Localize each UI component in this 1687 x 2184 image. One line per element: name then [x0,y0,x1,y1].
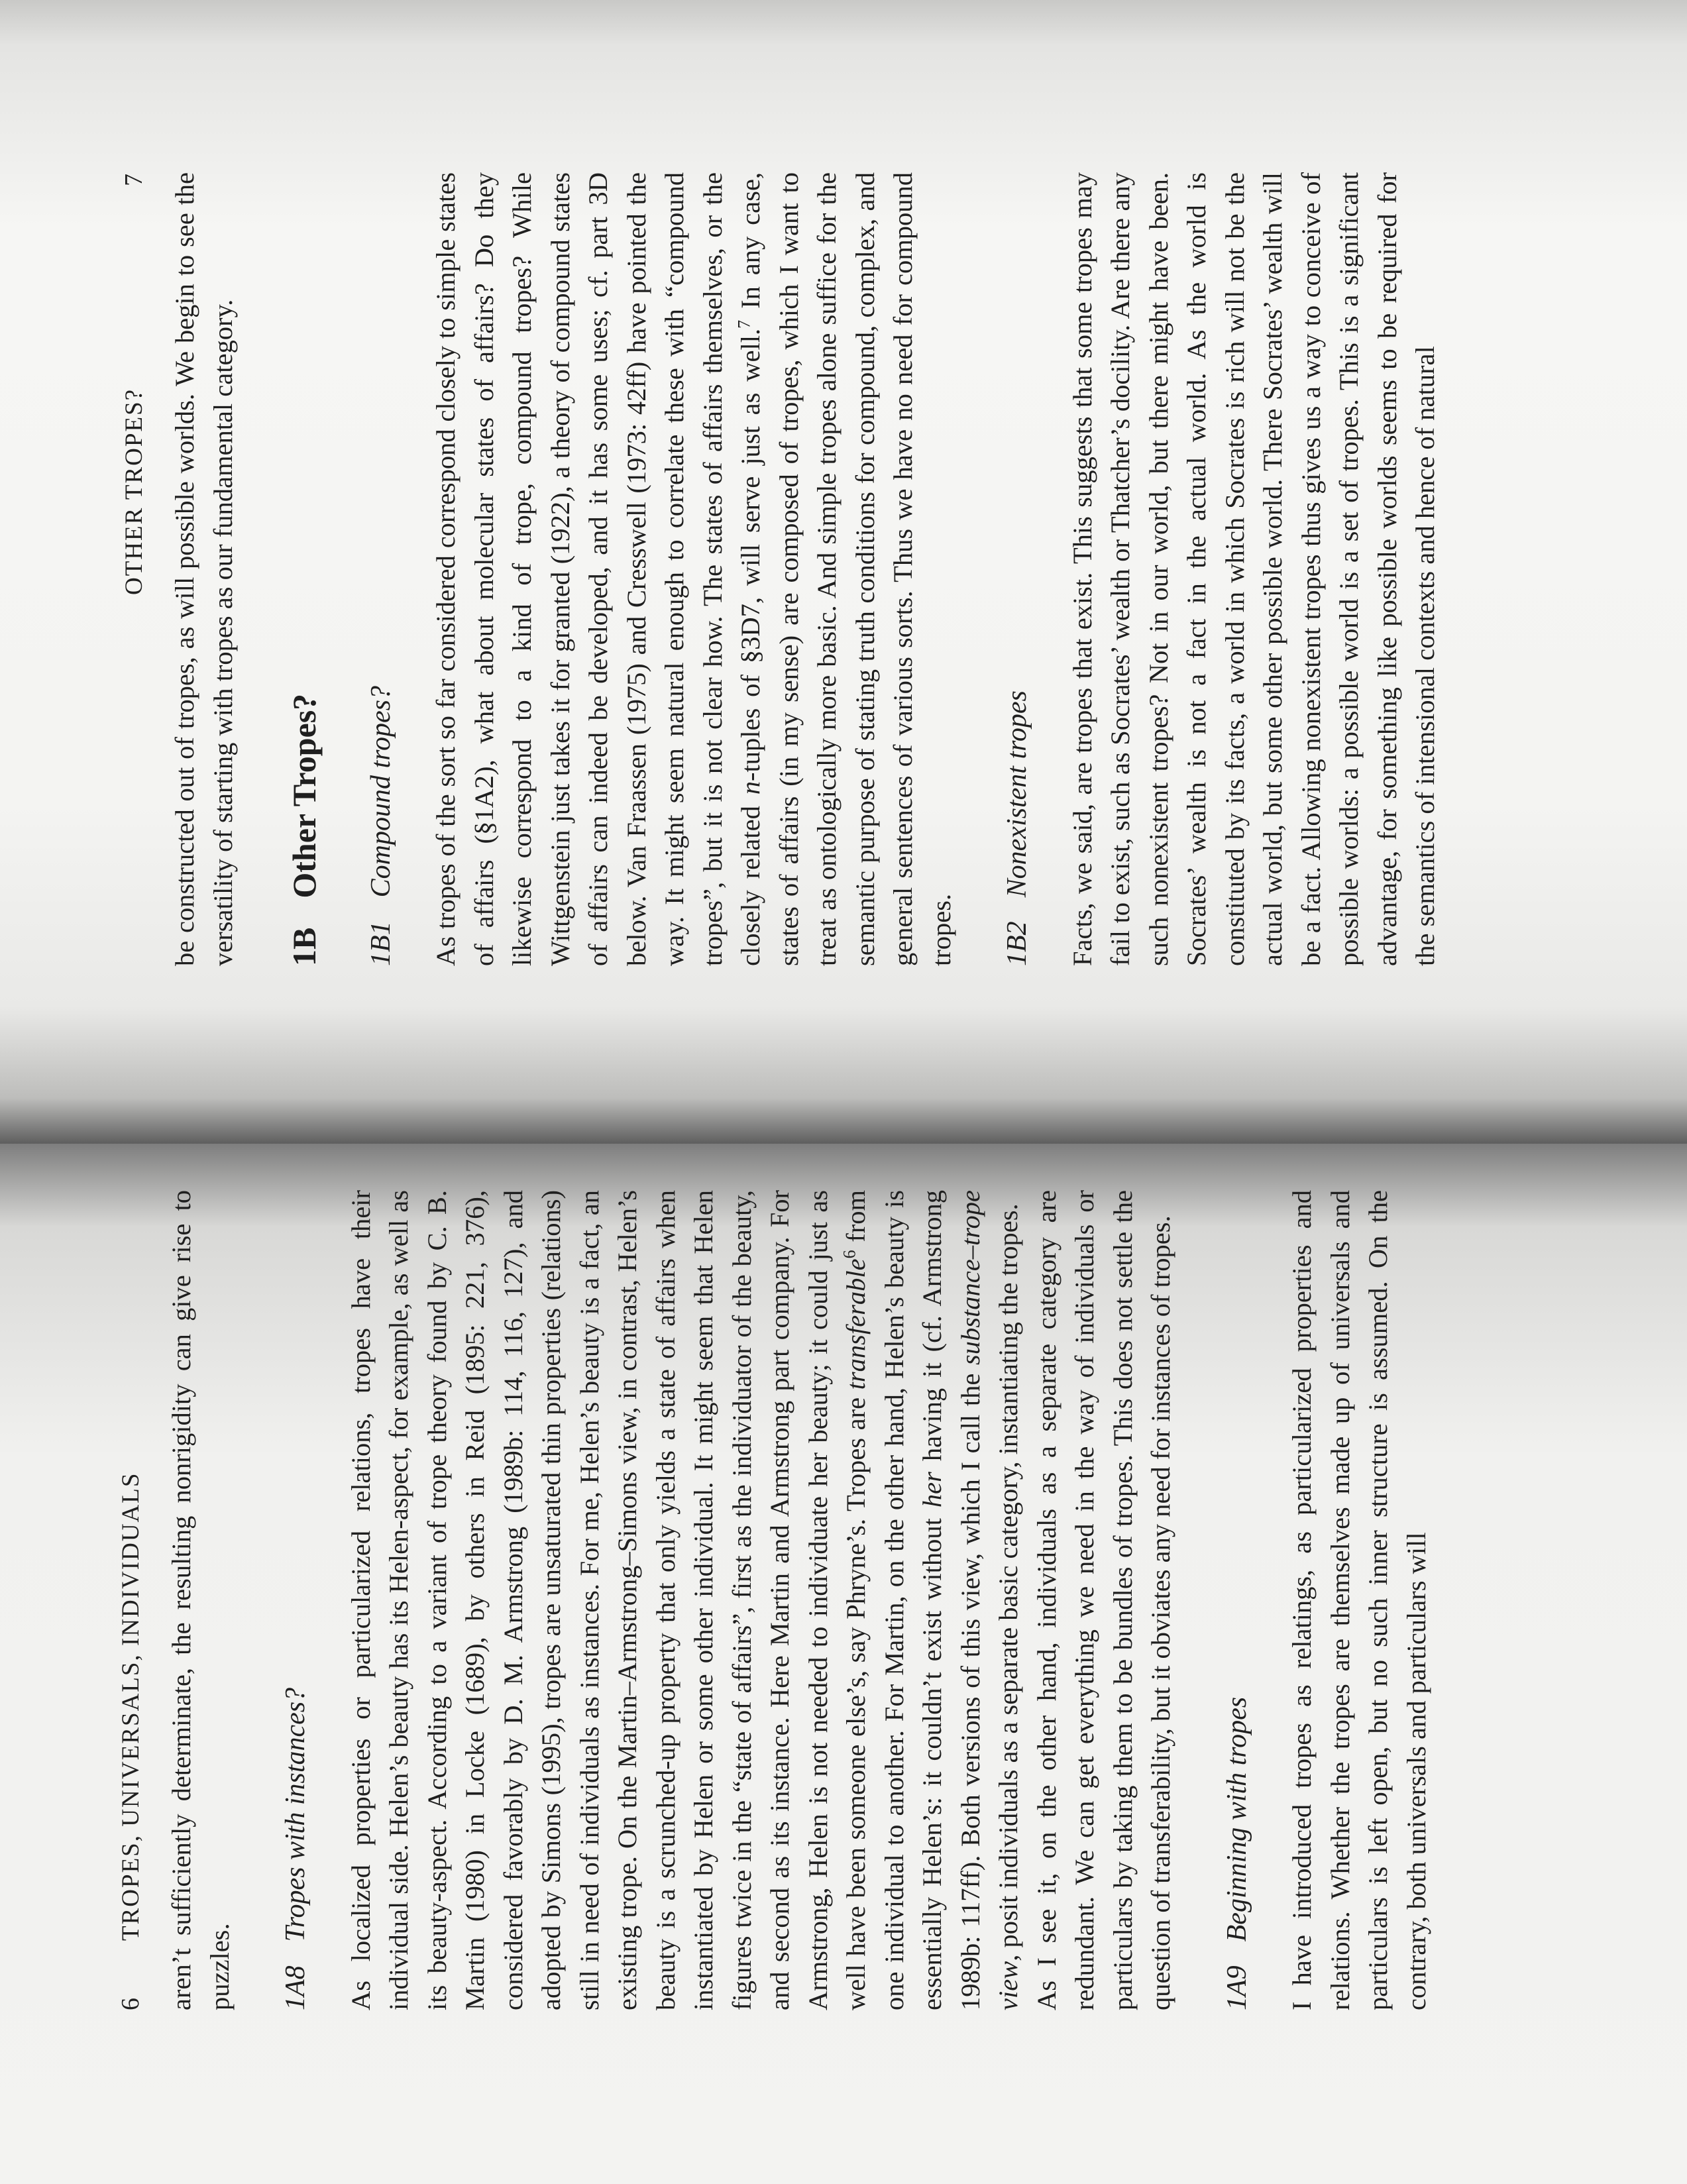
emphasis: substance–trope view [955,1190,1023,2010]
left-page [0,1144,1687,2184]
left-body [162,1190,1435,2010]
part-heading-1b [286,172,324,966]
section-number: 1A9 [1221,1965,1252,2010]
part-number: 1B [286,927,323,966]
emphasis: transferable [841,1258,871,1390]
footnote-marker: 6 [840,1250,859,1259]
section-title: Compound tropes? [365,686,396,898]
section-1a9-paragraph-1: I have introduced tropes as relatings, as particularized properties and relations. Whether the tropes are themselves made up of universals and particulars is left open, but no such inner structure is assumed. On the contrary, both universals and particulars will [1287,1190,1431,2010]
section-heading-1a8 [277,1190,315,2010]
right-opening-paragraph: be constructed out of tropes, as will possible worlds. We begin to see the versatility of starting with tropes as our fundamental category. [170,172,238,966]
text-run: , posit individuals as a separate basic category, instantiating the tropes. [993,1203,1023,1961]
text-run: As localized properties or particularized relations, tropes have their individual side. Helen’s beauty has its Helen-aspect, for example, as well as its beauty-aspect. According to a variant of trope theory found by C. B. Martin (1980) in Locke (1689), by others in Reid (1895: 221, 376), considered favorably by D. M. Armstrong (1989b: 114, 116, 127), and adopted by Simons (1995), tropes are unsaturated thin properties (relations) still in need of individuals as instances. For me, Helen’s beauty is a fact, an existing trope. On the Martin–Armstrong–Simons view, in contrast, Helen’s beauty is a scrunched-up property that only yields a state of affairs when instantiated by Helen or some other individual. It might seem that Helen figures twice in the “state of affairs”, first as the individuator of the beauty, and second as its instance. Here Martin and Armstrong part company. For Armstrong, Helen is not needed to individuate her beauty; it could just as well have been someone else’s, say Phryne’s. Tropes are [345,1190,871,2010]
section-heading-1b1 [362,172,401,966]
left-opening-paragraph: aren’t sufficiently determinate, the resulting nonrigidity can give rise to puzzles. [166,1190,235,2010]
text-run: having it (cf. Armstrong 1989b: 117ff). Both versions of this view, which I call the [917,1190,985,2010]
right-running-title: OTHER TROPES? [121,388,148,595]
emphasis: her [917,1472,947,1508]
footnote-marker: 7 [734,319,754,329]
section-1b2-paragraph-1: Facts, we said, are tropes that exist. This suggests that some tropes may fail to exist, such as Socrates’ wealth or Thatcher’s docility. Are there any such nonexistent tropes? Not in our world, but there might have been. Socrates’ wealth is not a fact in the actual world. As the world is constituted by its facts, a world in which Socrates is rich will not be the actual world, but some other possible world. There Socrates’ wealth will be a fact. Allowing nonexistent tropes thus gives us a way to conceive of possible worlds: a possible world is a set of tropes. This is a significant advantage, for something like possible worlds seems to be required for the semantics of intensional contexts and hence of natural [1067,172,1440,966]
text-run: In any case, states of affairs (in my sense) are composed of tropes, which I want to treat as ontologically more basic. And simple tropes alone suffice for the semantic purpose of stating truth conditions for compound, complex, and general sentences of various sorts. Thus we have no need for compound tropes. [735,172,956,966]
section-heading-1a9 [1219,1190,1257,2010]
section-1a8-paragraph-1 [342,1190,1028,2010]
section-heading-1b2 [999,172,1037,966]
left-page-number: 6 [117,1996,144,2010]
part-title: Other Tropes? [286,693,323,899]
text-run: As tropes of the sort so far considered correspond closely to simple states of affairs (§1A2), what about molecular states of affairs? Do they likewise correspond to a kind of trope, compound tropes? While Wittgenstein just takes it for granted (1922), a theory of compound states of affairs can indeed be developed, and it has some uses; cf. part 3D below. Van Fraassen (1975) and Cresswell (1973: 42ff) have pointed the way. It might seem natural enough to correlate these with “compound tropes”, but it is not clear how. The states of affairs themselves, or the closely related [431,172,765,966]
right-body [166,172,1444,966]
left-running-head [116,1190,162,2010]
right-running-head [119,172,166,966]
section-number: 1B1 [365,921,396,966]
section-title: Nonexistent tropes [1002,690,1032,898]
section-title: Beginning with tropes [1221,1696,1252,1942]
section-number: 1B2 [1002,921,1032,966]
section-number: 1A8 [280,1965,311,2010]
section-title: Tropes with instances? [280,1687,311,1942]
left-running-title: TROPES, UNIVERSALS, INDIVIDUALS [117,1472,144,1941]
right-page-number: 7 [120,172,148,186]
text-run: -tuples of §3D7, will serve just as well. [735,328,765,781]
section-1a8-paragraph-2: As I see it, on the other hand, individuals as a separate category are redundant. We can get everything we need in the way of individuals or particulars by taking them to be bundles of tropes. This does not settle the question of transferability, but it obviates any need for instances of tropes. [1031,1190,1175,2010]
section-1b1-paragraph-1 [427,172,960,966]
emphasis: n [735,781,765,795]
text-run: from one individual to another. For Martin, on the other hand, Helen’s beauty is essentially Helen’s: it couldn’t exist without [841,1190,947,2010]
